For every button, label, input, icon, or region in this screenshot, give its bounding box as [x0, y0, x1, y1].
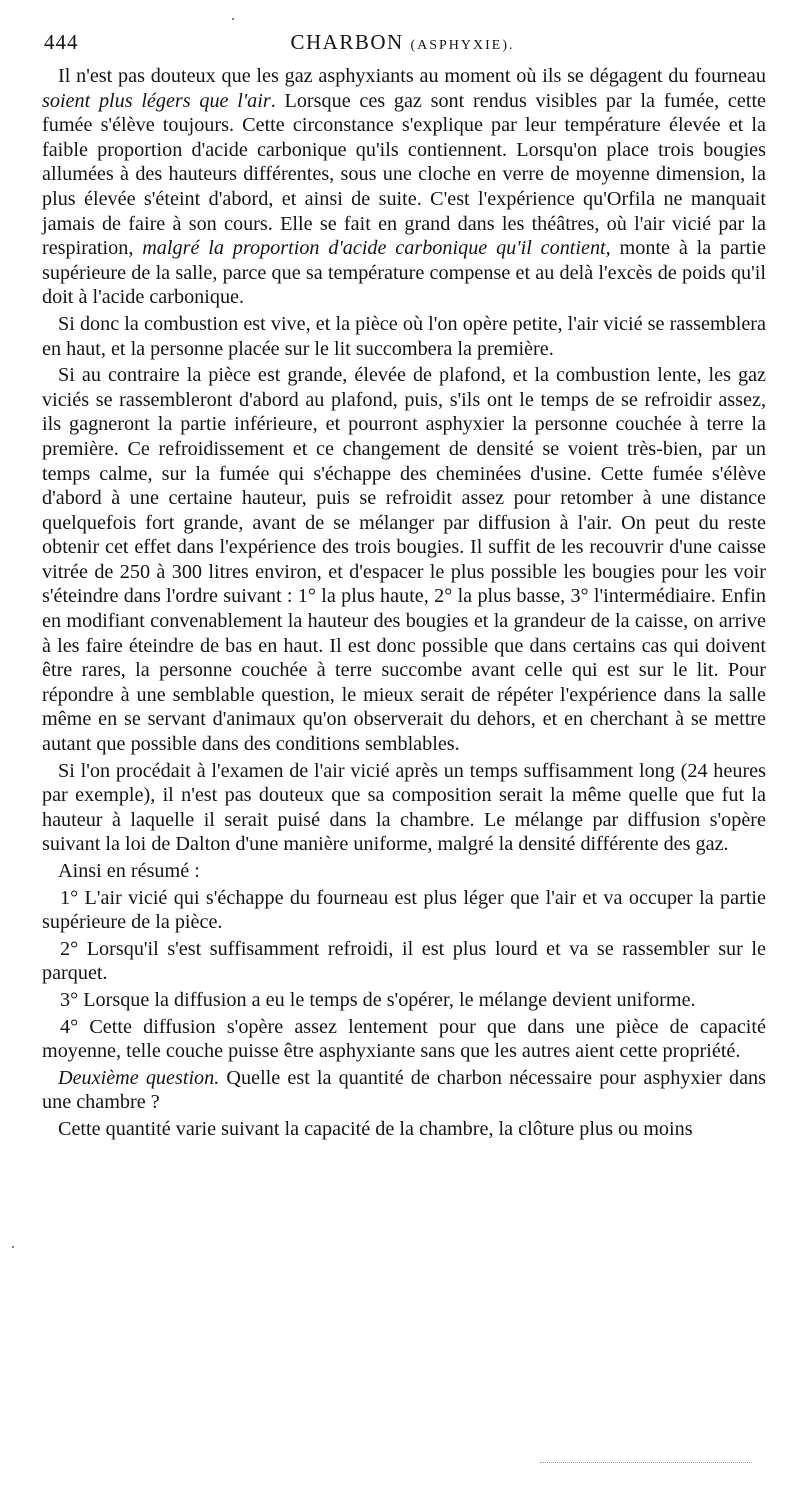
running-head-subtitle: (ASPHYXIE).: [410, 38, 515, 53]
paragraph-1-part-e: , monte à la partie supérieure de la salle, parce que sa température compense et au delà l'excès de poids qu'il doit à l'acide carbonique.: [42, 237, 766, 309]
paragraph-3: Si au contraire la pièce est grande, élevée de plafond, et la combustion lente, les gaz viciés se rassembleront d'abord au plafond, puis, s'ils ont le temps de se refroidir assez, ils gagneront la partie inférieure, et pourront asphyxier la personne couchée à terre la première. Ce refroidissement et ce changement de densité se voient très-bien, par un temps calme, sur la fumée qui s'échappe des cheminées d'usine. Cette fumée s'élève d'abord à une certaine hauteur, puis se refroidit assez pour retomber à une distance quelquefois fort grande, avant de se mélanger par diffusion à l'air. On peut du reste obtenir cet effet dans l'expérience des trois bougies. Il suffit de les recouvrir d'une caisse vitrée de 250 à 300 litres environ, et d'espacer le plus possible les bougies pour les voir s'éteindre dans l'ordre suivant : 1° la plus haute, 2° la plus basse, 3° l'intermédiaire. Enfin en modifiant convenablement la hauteur des bougies et la grandeur de la caisse, on arrive à les faire éteindre de bas en haut. Il est donc possible que dans certains cas qui doivent être rares, la personne couchée à terre succombe avant celle qui est sur le lit. Pour répondre à une semblable question, le mieux serait de répéter l'expérience dans la salle même en se servant d'animaux qu'on observerait du dehors, et en cherchant à se mettre autant que possible dans des conditions semblables.: [42, 364, 766, 756]
page-header: [40, 28, 765, 62]
paragraph-5: Ainsi en résumé :: [58, 860, 200, 882]
paper-speck: [12, 1246, 14, 1248]
paragraph-7: Cette quantité varie suivant la capacité de la chambre, la clôture plus ou moins: [58, 1117, 693, 1140]
page-body: [42, 64, 766, 1144]
page-number: 444: [44, 30, 79, 54]
summary-item-1: 1° L'air vicié qui s'échappe du fourneau est plus léger que l'air et va occuper la partie supérieure de la pièce.: [42, 886, 766, 934]
running-head: [40, 30, 765, 55]
question-label: Deuxième question.: [58, 1066, 220, 1089]
paragraph-1-emphasis-2: malgré la proportion d'acide carbonique qu'il contient: [142, 237, 606, 260]
question-text: Quelle est la quantité de charbon nécessaire pour asphyxier dans une chambre ?: [42, 1066, 766, 1114]
summary-item-3: 3° Lorsque la diffusion a eu le temps de s'opérer, le mélange devient uniforme.: [60, 988, 696, 1011]
paragraph-1-part-c: . Lorsque ces gaz sont rendus visibles par la fumée, cette fumée s'élève toujours. Cette circonstance s'explique par leur température élevée et la faible proportion d'acide carbonique qu'ils contiennent. Lorsqu'on place trois bougies allumées à des hauteurs différentes, sous une cloche en verre de moyenne dimension, la plus élevée s'éteint d'abord, et ainsi de suite. C'est l'expérience qu'Orfila ne manquait jamais de faire à son cours. Elle se fait en grand dans les théâtres, où l'air vicié par la respiration,: [42, 89, 767, 260]
footer-rule: [540, 1462, 752, 1463]
paper-speck: [232, 18, 234, 20]
paragraph-question: [42, 1066, 766, 1115]
paragraph-1-part-a: Il n'est pas douteux que les gaz asphyxiants au moment où ils se dégagent du fourneau: [58, 65, 766, 87]
paragraph-1: [42, 64, 766, 310]
paragraph-4: Si l'on procédait à l'examen de l'air vicié après un temps suffisamment long (24 heures par exemple), il n'est pas douteux que sa composition serait la même quelle que fut la hauteur à laquelle il serait puisé dans la chambre. Le mélange par diffusion s'opère suivant la loi de Dalton d'une manière uniforme, malgré la densité différente des gaz.: [42, 759, 766, 856]
paragraph-1-emphasis-1: soient plus légers que l'air: [42, 89, 271, 112]
running-head-title: CHARBON: [290, 30, 404, 54]
paragraph-2: Si donc la combustion est vive, et la pièce où l'on opère petite, l'air vicié se rassemblera en haut, et la personne placée sur le lit succombera la première.: [42, 312, 766, 360]
summary-item-2: 2° Lorsqu'il s'est suffisamment refroidi, il est plus lourd et va se rassembler sur le parquet.: [42, 937, 766, 985]
summary-item-4: 4° Cette diffusion s'opère assez lentement pour que dans une pièce de capacité moyenne, telle couche puisse être asphyxiante sans que les autres aient cette propriété.: [42, 1015, 766, 1063]
